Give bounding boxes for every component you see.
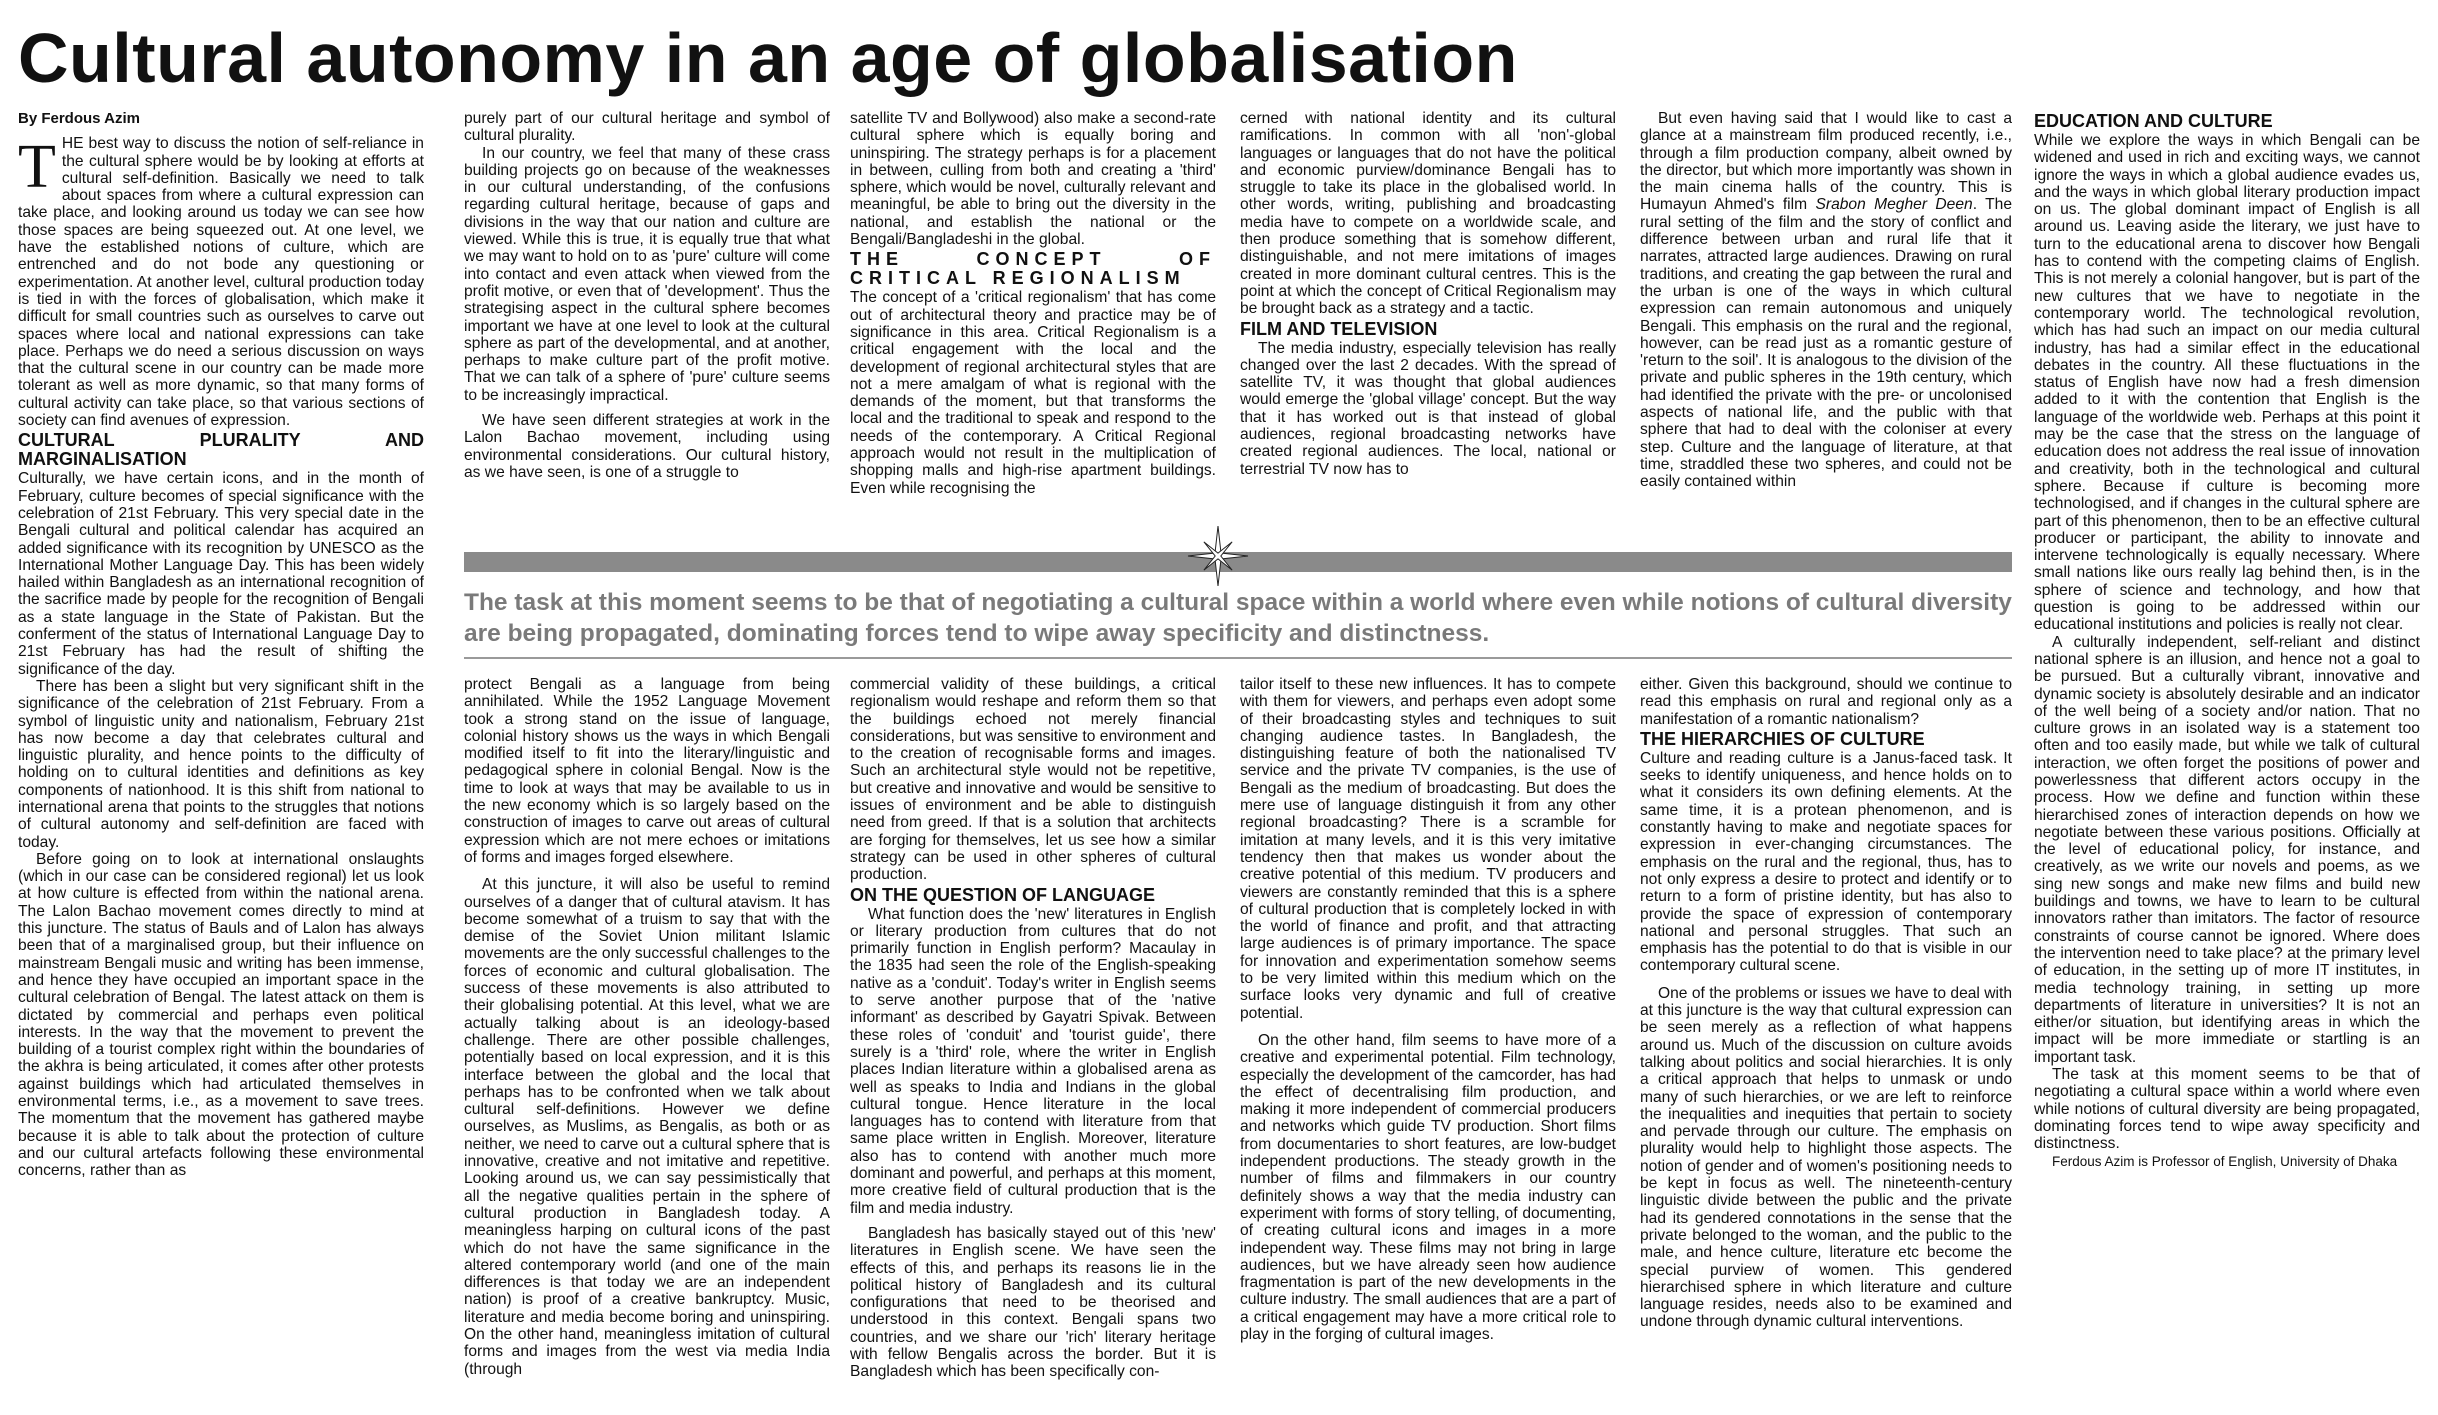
starburst-icon: [1186, 524, 1250, 588]
article-headline: Cultural autonomy in an age of globalisation: [18, 19, 1518, 97]
section-heading-regionalism: THE CONCEPT OF CRITICAL REGIONALISM: [850, 249, 1216, 289]
paragraph: In our country, we feel that many of these crass building projects go on because of the weaknesses in our cultural understanding, of the confusions regarding cultural heritage, because of gaps and divisions in the way that our nation and culture are viewed. While this is true, it is equally true that what we may want to hold on to as 'pure' culture will come into contact and even attack when viewed from the profit motive, or even that of 'development'. Thus the strategising aspect in the cultural sphere becomes important we have at one level to look at the cultural sphere as part of the developmental, and at another, perhaps to make culture part of the profit motive. That we can talk of a sphere of 'pure' culture seems to be increasingly impractical.: [464, 144, 830, 404]
paragraph: One of the problems or issues we have to deal with at this juncture is the way that cultural expression can be seen merely as a reflection of what happens around us. Much of the discussion on culture avoids talking about politics and social hierarchies. It is only a critical approach that helps to unmask or undo many of such hierarchies, or we are left to reinforce the inequalities and inequities that pertain to society and pervade through our culture. The emphasis on plurality would help to highlight those aspects. The notion of gender and of women's positioning needs to be kept in focus as well. The nineteenth-century linguistic divide between the public and the private had its gendered connotations in the sense that the private belonged to the woman, and the public to the male, and hence culture, literature etc become the special purview of women. This gendered hierarchised sphere in which literature and culture language resides, needs also to be examined and undone through dynamic cultural interventions.: [1640, 984, 2012, 1331]
film-title: Srabon Megher Deen: [1815, 196, 1973, 214]
drop-cap: T: [18, 133, 56, 202]
paragraph: tailor itself to these new influences. It has to compete with them for viewers, and perhaps even adopt some of their broadcasting styles and techniques to suit changing audience tastes. In Bangladesh, the distinguishing feature of both the nationalised TV service and the private TV companies, is the use of Bengali as the medium of broadcasting. But does the mere use of language distinguish it from any other regional broadcasting? There is a scramble for imitation at many levels, and it is this very imitative tendency then that makes us wonder about the creative potential of this medium. TV producers and viewers are constantly reminded that this is a sphere of cultural production that is completely locked in with the world of finance and profit, and that attracting large audiences is of primary importance. The space for innovation and experimentation somehow seems to be very limited within this medium which on the surface looks very dynamic and full of creative potential.: [1240, 676, 1616, 1022]
paragraph: We have seen different strategies at work in the Lalon Bachao movement, including using environmental considerations. Our cultural history, as we have seen, is one of a struggle to: [464, 412, 830, 481]
section-heading-education: EDUCATION AND CULTURE: [2034, 111, 2273, 131]
section-heading-hierarchies: THE HIERARCHIES OF CULTURE: [1640, 728, 1925, 749]
paragraph: commercial validity of these buildings, a critical regionalism would reshape and reform them so that the buildings echoed not merely financial considerations, but was sensitive to environment and to the creation of recognisable forms and images. Such an architectural style would not be repetitive, but creative and innovative and would be sensitive to issues of environment and be able to distinguish need from greed. If that is a solution that architects are forging for themselves, let us see how a similar strategy can be used in other spheres of cultural production.: [850, 676, 1216, 884]
column-3-top: [850, 110, 1216, 546]
paragraph: What function does the 'new' literatures in English or literary production from cultures that do not primarily function in English perform? Macaulay in the 1835 had seen the role of the English-speaking native as a 'conduit'. Today's writer in English seems to serve another purpose that of the 'native informant' as described by Gayatri Spivak. Between these roles of 'conduit' and 'tourist guide', there surely is a 'third' role, where the writer in English places Indian literature within a globalised arena as well as speaks to India and Indians in the global cultural tongue. Hence literature in the local languages has to contend with literature from that same place written in English. Moreover, literature also has to contend with another much more dominant and powerful, and perhaps at this moment, more creative field of cultural production that is the film and media industry.: [850, 905, 1216, 1217]
column-5-bottom: [1640, 676, 2012, 1408]
column-3-bottom: [850, 676, 1216, 1408]
paragraph: satellite TV and Bollywood) also make a second-rate cultural sphere which is equally boring and uninspiring. The strategy perhaps is for a placement in between, culling from both and creating a 'third' sphere, which would be novel, culturally relevant and meaningful, be able to bring out the diversity in the national, and establish the national or the Bengali/Bangladeshi in the global.: [850, 110, 1216, 249]
paragraph: There has been a slight but very significant shift in the significance of the celebration of 21st February. From a symbol of linguistic unity and nationalism, February 21st has now become a day that celebrates cultural and linguistic plurality, and hence points to the difficulty of holding on to cultural identities and definitions as key components of nationhood. It is this shift from national to international arena that points to the struggles that notions of cultural autonomy and self-definition are faced with today.: [18, 677, 424, 851]
column-5-top: [1640, 110, 2012, 546]
paragraph: But even having said that I would like to cast a glance at a mainstream film produced recently, i.e., through a film production company, albeit owned by the director, but which more importantly was shown in the main cinema halls of the country. This is Humayun Ahmed's film Srabon Megher Deen. The rural setting of the film and the story of conflict and difference between urban and rural life that it narrates, attracted large audiences. Drawing on rural traditions, and creating the gap between the rural and the urban is one of the ways in which cultural expression can remain autonomous and uniquely Bengali. This emphasis on the rural and the regional, however, can be read just as a romantic gesture of 'return to the soil'. It is analogous to the division of the private and public spheres in the 19th century, which had identified the private with the pre- or uncolonised aspects of national life, and the public with that sphere that had to deal with the coloniser at every step. Culture and the language of literature, at that time, straddled these two spheres, and could not be easily contained within: [1640, 110, 2012, 491]
column-1: [18, 110, 424, 1408]
column-4-top: [1240, 110, 1616, 546]
paragraph: either. Given this background, should we continue to read this emphasis on rural and regional only as a manifestation of a romantic nationalism?: [1640, 676, 2012, 728]
pull-quote: The task at this moment seems to be that of negotiating a cultural space within a world where even while notions of cultural diversity are being propagated, dominating forces tend to wipe away specificity and distinctness.: [464, 589, 2012, 647]
byline: By Ferdous Azim: [18, 110, 140, 127]
paragraph: On the other hand, film seems to have more of a creative and experimental potential. Film technology, especially the development of the camcorder, has had the effect of decentralising film production, and making it more independent of commercial producers and networks which guide TV production. Short films from documentaries to short features, are low-budget independent productions. The steady growth in the number of films and filmmakers in our country definitely shows a way that the media industry can experiment with forms of story telling, of documenting, of creating cultural icons and images in a more independent way. These films may not bring in large audiences, but we have already seen how audience fragmentation is part of the new developments in the culture industry. The small audiences that are a part of a critical engagement may have a more critical role to play in the forging of cultural images.: [1240, 1031, 1616, 1343]
opening-paragraph: THE best way to discuss the notion of self-reliance in the cultural sphere would be by looking at efforts at cultural self-definition. Basically we need to talk about spaces from where a cultural expression can take place, and looking around us today we can see how those spaces are being squeezed out. At one level, we have the established notions of culture, which are entrenched and do not bode any questioning or experimentation. At another level, cultural production today is tied in with the forces of globalisation, which make it difficult for small countries such as ourselves to carve out spaces where local and national expressions can take place. Perhaps we do need a serious discussion on ways that the cultural scene in our country can be made more tolerant as well as more dynamic, so that many forms of cultural activity can take place, so that various sections of society can find avenues of expression.: [18, 133, 424, 430]
paragraph: Bangladesh has basically stayed out of this 'new' literatures in English scene. We have seen the effects of this, and perhaps its reasons lie in the political history of Bangladesh and its cultural configurations that need to be theorised and understood in this context. Bengali spans two countries, and we share our 'rich' literary heritage with fellow Bengalis across the border. But it is Bangladesh which has been specifically con-: [850, 1224, 1216, 1381]
paragraph: A culturally independent, self-reliant and distinct national sphere is an illusion, and hence not a goal to be pursued. But a culturally vibrant, innovative and dynamic society is absolutely desirable and an indicator of the well being of a society and/or nation. That no culture grows in an isolated way is a statement too often and too easily made, but while we talk of cultural interaction, we often forget the positions of power and powerlessness that different actors occupy in the process. How we define and function within these hierarchised zones of interaction depends on how we negotiate between these various positions. Officially at the level of educational policy, for instance, and creatively, as we write our novels and poems, as we sing new songs and make new films and build new buildings and towns, we have to learn to be cultural innovators rather than imitators. The factor of resource constraints of course cannot be ignored. Where does the intervention need to take place? at the primary level of education, in the setting up of more IT institutes, in media technology training, in setting up more departments of literature in universities? It is not an either/or situation, but identifying areas in which the impact will be more immediate or startling is an important task.: [2034, 633, 2420, 1066]
paragraph: protect Bengali as a language from being annihilated. While the 1952 Language Movement took a strong stand on the issue of language, colonial history shows us the ways in which Bengali modified itself to fit into the literary/linguistic and pedagogical sphere in colonial Bengal. Now is the time to look at ways that may be available to us in the new economy which is so largely based on the construction of images to carve out areas of cultural expression which are not mere echoes or imitations of forms and images forged elsewhere.: [464, 676, 830, 866]
section-heading-film: FILM AND TELEVISION: [1240, 318, 1438, 339]
paragraph: purely part of our cultural heritage and symbol of cultural plurality.: [464, 110, 830, 145]
paragraph: Culture and reading culture is a Janus-faced task. It seeks to identify uniqueness, and hence holds on to what it considers its own defining elements. At the same time, it is a protean phenomenon, and is constantly having to make and negotiate spaces for expression in ever-changing circumstances. The emphasis on the rural and the regional, thus, has to not only express a desire to protect and identify or to return to a form of pristine identity, but has also to provide the space of expression of contemporary national and personal struggles. That such an emphasis has the potential to do that is visible in our contemporary cultural scene.: [1640, 749, 2012, 975]
paragraph: cerned with national identity and its cultural ramifications. In common with all 'non'-global languages or languages that do not have the political and economic purview/dominance Bengali has to struggle to take its place in the globalised world. In other words, writing, publishing and broadcasting media have to compete on a worldwide scale, and then produce something that is somehow different, distinguishable, and not mere imitations of images created in more dominant cultural centres. This is the point at which the concept of Critical Regionalism may be brought back as a strategy and a tactic.: [1240, 110, 1616, 318]
paragraph: The task at this moment seems to be that of negotiating a cultural space within a world where even while notions of cultural diversity are being propagated, dominating forces tend to wipe away specificity and distinctness.: [2034, 1066, 2420, 1153]
paragraph: At this juncture, it will also be useful to remind ourselves of a danger that of cultural atavism. It has become somewhat of a truism to say that with the demise of the Soviet Union militant Islamic movements are the only successful challenges to the forces of economic and cultural globalisation. The success of these movements is also attributed to their globalising potential. At this level, what we are actually talking about is an ideology-based challenge. There are other possible challenges, potentially based on local expression, and it is this interface between the global and the local that perhaps has to be confronted when we talk about cultural self-definitions. However we define ourselves, as Muslims, as Bengalis, as both or as neither, we need to carve out a cultural sphere that is innovative, creative and not imitative and repetitive. Looking around us, we can say pessimistically that all the negative qualities pertain in the sphere of cultural production in Bangladesh today. A meaningless harping on cultural icons of the past which do not have the same significance in the altered contemporary world (and one of the main differences is that today we are an independent nation) is proof of a creative bankruptcy. Music, literature and media become boring and uninspiring. On the other hand, meaningless imitation of cultural forms and images from the west via media India (through: [464, 876, 830, 1378]
author-bio: Ferdous Azim is Professor of English, University of Dhaka: [2052, 1153, 2398, 1169]
column-4-bottom: [1240, 676, 1616, 1408]
column-6: [2034, 110, 2420, 1408]
pull-quote-rule: [464, 657, 2012, 659]
column-2-top: [464, 110, 830, 546]
paragraph: While we explore the ways in which Bengali can be widened and used in rich and exciting ways, we cannot ignore the ways in which a global audience evades us, and the ways in which global literary production impact on us. The global dominant impact of English is all around us. Leaving aside the literary, we just have to turn to the educational arena to discover how Bengali has to contend with the competing claims of English. This is not merely a colonial hangover, but is part of the new cultures that we have to negotiate in the contemporary world. The technological revolution, which has had such an impact on our media cultural industry, has had a similar effect in the educational debates in the country. All these fluctuations in the status of English have now had a fresh dimension added to it with the contention that English is the language of the worldwide web. Perhaps at this point it may be the case that the stress on the language of education does not address the real issue of innovation and creativity, both in the technological and cultural sphere. Because if culture is becoming more technologised, and if changes in the cultural sphere are part of this phenomenon, then to be an effective cultural producer or participant, the ability to innovate and intervene technologically is equally necessary. Where small nations like ours really lag behind then, is in the sphere of science and technology, and how that question is going to be addressed within our educational institutions and policies is really not clear.: [2034, 132, 2420, 634]
column-2-bottom: [464, 676, 830, 1408]
section-heading-plurality: CULTURAL PLURALITY AND MARGINALISATION: [18, 430, 424, 470]
section-heading-language: ON THE QUESTION OF LANGUAGE: [850, 884, 1156, 905]
paragraph: The media industry, especially television has really changed over the last 2 decades. With the spread of satellite TV, it was thought that global audiences would emerge the 'global village' concept. But the way that it has worked out is that instead of global audiences, regional broadcasting networks have created regional audiences. The local, national or terrestrial TV now has to: [1240, 339, 1616, 478]
paragraph: Culturally, we have certain icons, and in the month of February, culture becomes of special significance with the celebration of 21st February. This very special date in the Bengali cultural and political calendar has acquired an added significance with its recognition by UNESCO as the International Mother Language Day. This has been widely hailed within Bangladesh as an international recognition of the sacrifice made by people for the recognition of Bengali as a state language in the State of Pakistan. But the conferment of the status of International Language Day to 21st February has had the result of shifting the significance of the day.: [18, 470, 424, 678]
paragraph: Before going on to look at international onslaughts (which in our case can be considered regional) let us look at how culture is effected from within the national arena. The Lalon Bachao movement comes directly to mind at this juncture. The status of Bauls and of Lalon has always been that of a marginalised group, but their influence on mainstream Bengali music and writing has been immense, and hence they have occupied an important space in the cultural celebration of Bengal. The latest attack on them is dictated by commercial and perhaps even political interests. In the way that the movement to prevent the building of a tourist complex right within the boundaries of the akhra is being articulated, it comes after other protests against buildings which had articulated themselves in environmental terms, i.e., as a movement to save trees. The momentum that the movement has gathered maybe because it is able to talk about the protection of culture and our cultural artefacts following these environmental concerns, rather than as: [18, 850, 424, 1180]
paragraph: The concept of a 'critical regionalism' that has come out of architectural theory and practice may be of significance in this area. Critical Regionalism is a critical engagement with the local and the development of regional architectural styles that are not a mere amalgam of what is regional with the demands of the moment, but that transforms the local and the traditional to speak and respond to the needs of the contemporary. A Critical Regional approach would not result in the multiplication of shopping malls and high-rise apartment buildings. Even while recognising the: [850, 289, 1216, 497]
